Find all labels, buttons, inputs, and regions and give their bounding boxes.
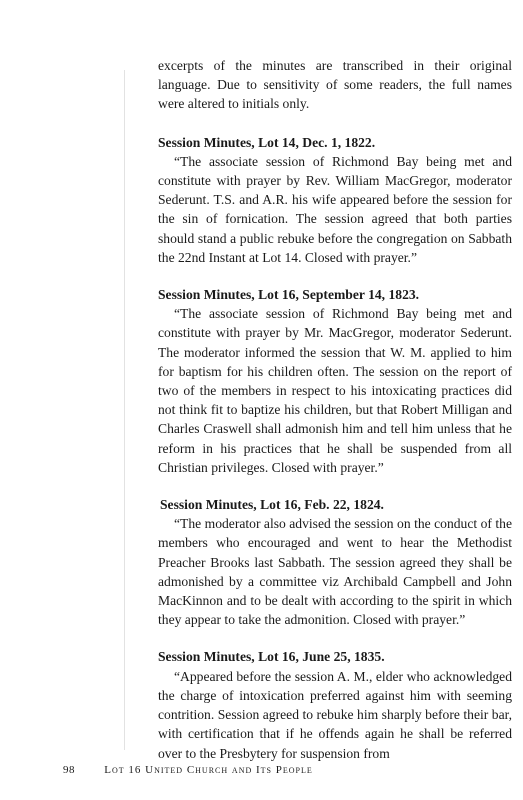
- page-footer: [63, 764, 313, 776]
- entry-body-1: “The associate session of Richmond Bay being met and constitute with prayer by Rev. William MacGregor, moderator Sederunt. T.S. and A.R. his wife appeared before the session for the sin of fornication. The session agreed that both parties should stand a public rebuke before the congregation on Sabbath the 22nd Instant at Lot 14. Closed with prayer.”: [158, 153, 512, 265]
- entry-heading-3: Session Minutes, Lot 16, Feb. 22, 1824.: [160, 497, 384, 513]
- entry-heading-2: Session Minutes, Lot 16, September 14, 1823.: [158, 287, 420, 303]
- intro-paragraph: excerpts of the minutes are transcribed in their original language. Due to sensitivity of some readers, the full names were altered to initials only.: [158, 58, 512, 112]
- entry-heading-4: Session Minutes, Lot 16, June 25, 1835.: [158, 649, 385, 665]
- entry-body-3: “The moderator also advised the session on the conduct of the members who encouraged and went to hear the Methodist Preacher Brooks last Sabbath. The session agreed they shall be admonished by a committee viz Archibald Campbell and John MacKinnon and to be dealt with according to the spirit in which they appear to take the admonition. Closed with prayer.”: [158, 516, 512, 628]
- page-number: 98: [63, 764, 75, 776]
- entry-body-2: “The associate session of Richmond Bay being met and constitute with prayer by Mr. MacGregor, moderator Sederunt. The moderator informed the session that W. M. applied to him for baptism for his children often. The session on the report of two of the members in respect to his intoxicating practices did not think fit to baptize his children, but that Robert Milligan and Charles Craswell shall admonish him and tell him unless that he reform in his practices that he shall be suspended from all Christian privileges. Closed with prayer.”: [158, 306, 512, 475]
- gutter-rule: [124, 70, 125, 750]
- page-text-column: [158, 56, 512, 763]
- entry-body-4: “Appeared before the session A. M., elder who acknowledged the charge of intoxication preferred against him with seeming contrition. Session agreed to rebuke him sharply before their bar, with certification that if he offends again he shall be referred over to the Presbytery for suspension from: [158, 668, 512, 761]
- entry-heading-1: Session Minutes, Lot 14, Dec. 1, 1822.: [158, 134, 376, 150]
- running-title: Lot 16 United Church and Its People: [104, 764, 313, 776]
